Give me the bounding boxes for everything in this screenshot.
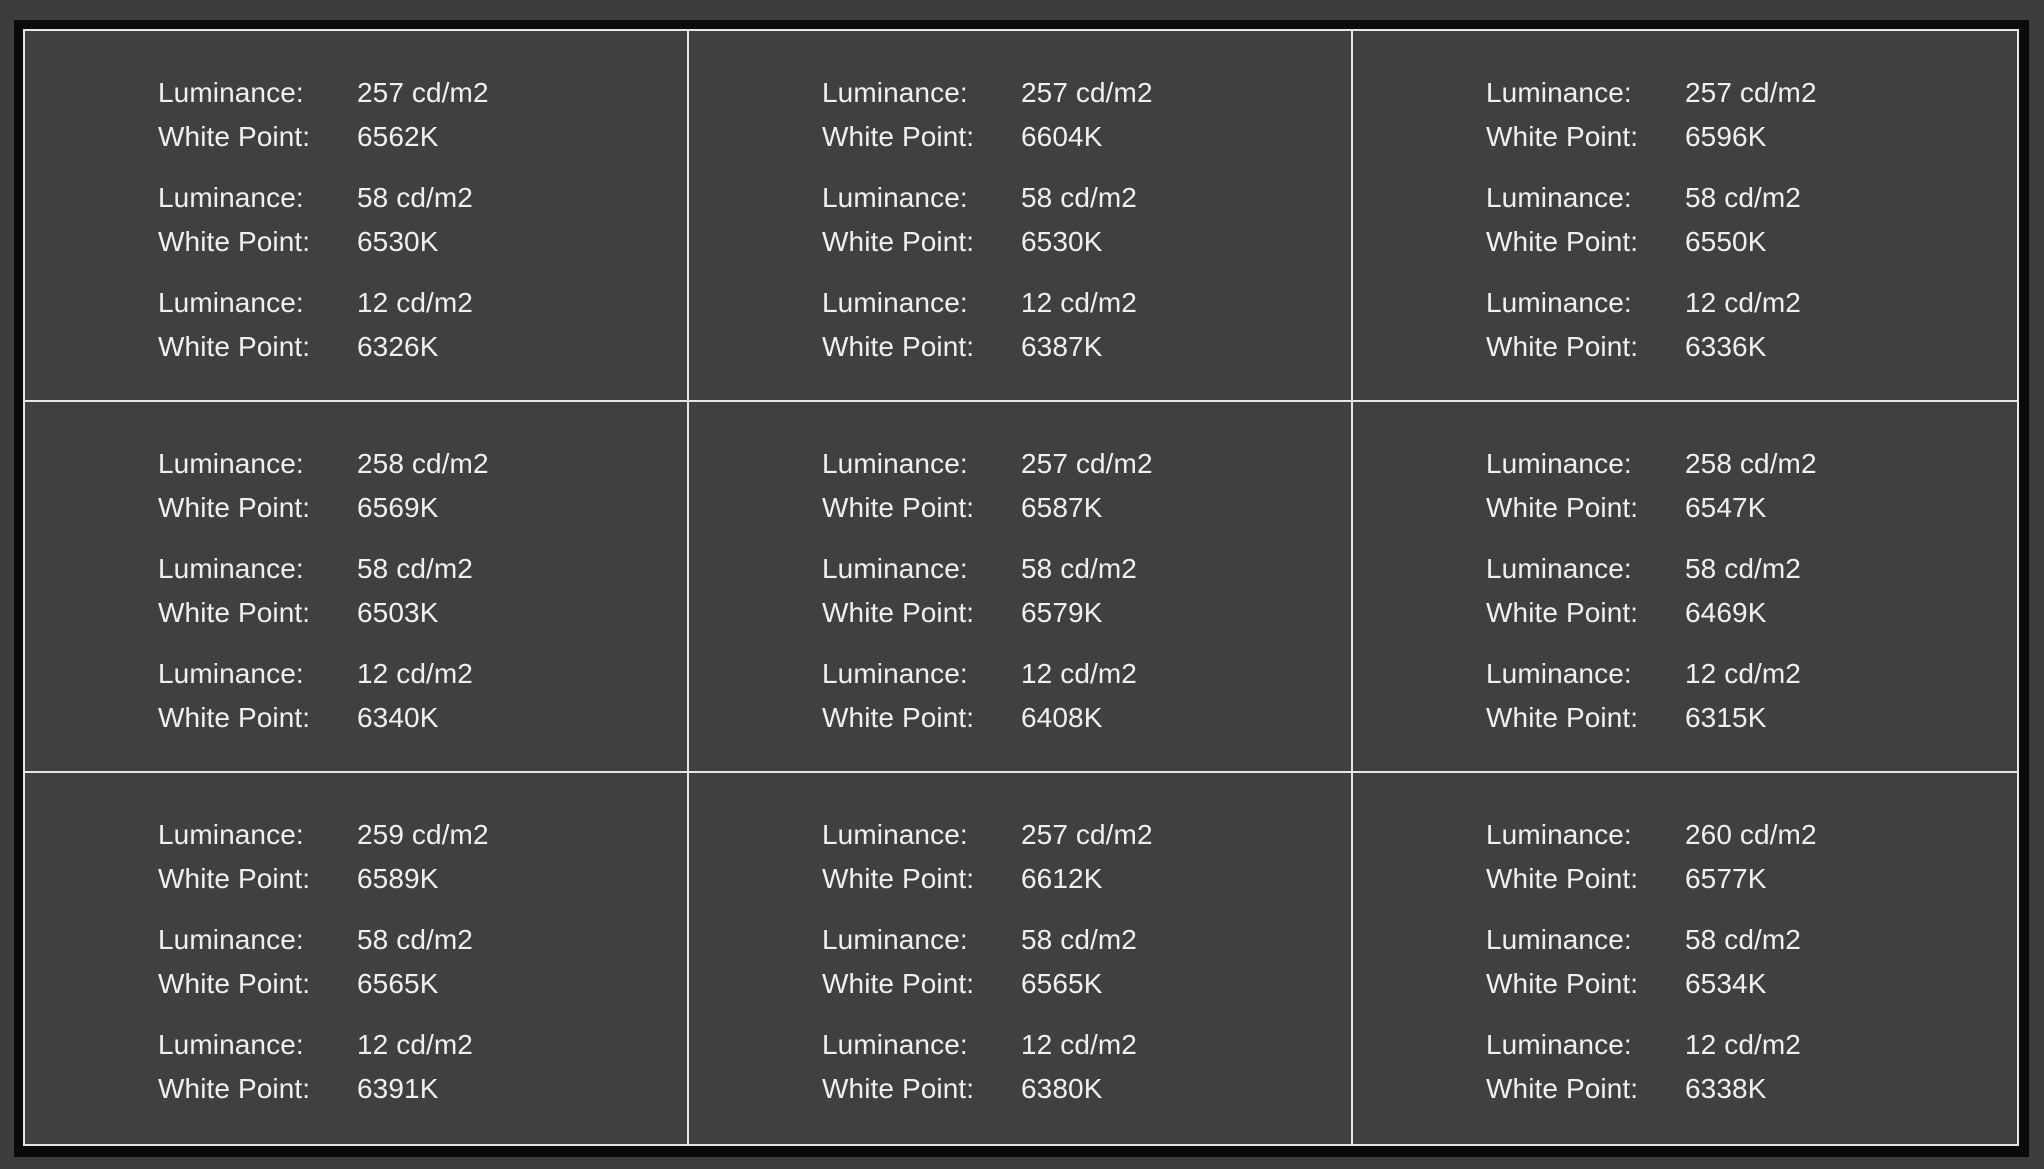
luminance-row — [158, 176, 489, 220]
white-point-label: White Point: — [158, 226, 311, 257]
white-point-value: 6315K — [1685, 702, 1767, 733]
measurement-group — [1486, 442, 1817, 757]
measurement-reading — [1486, 176, 1817, 264]
luminance-row — [1486, 652, 1817, 696]
measurement-reading — [158, 918, 489, 1006]
luminance-row — [158, 71, 489, 115]
luminance-row — [158, 442, 489, 486]
white-point-row — [822, 857, 1153, 901]
luminance-label: Luminance: — [822, 1029, 968, 1060]
measurement-reading — [822, 918, 1153, 1006]
luminance-label: Luminance: — [1486, 819, 1632, 850]
measurement-reading — [1486, 71, 1817, 159]
luminance-label: Luminance: — [1486, 924, 1632, 955]
white-point-value: 6408K — [1021, 702, 1103, 733]
measurement-reading — [822, 1023, 1153, 1111]
white-point-label: White Point: — [158, 121, 311, 152]
grid-cell — [689, 31, 1353, 402]
grid-cell — [689, 402, 1353, 773]
white-point-value: 6565K — [357, 968, 439, 999]
measurement-reading — [158, 442, 489, 530]
measurement-reading — [158, 281, 489, 369]
luminance-value: 58 cd/m2 — [1685, 553, 1801, 584]
white-point-row — [158, 486, 489, 530]
luminance-value: 58 cd/m2 — [1021, 553, 1137, 584]
luminance-value: 258 cd/m2 — [1685, 448, 1817, 479]
luminance-row — [822, 918, 1153, 962]
white-point-label: White Point: — [158, 597, 311, 628]
white-point-label: White Point: — [822, 863, 975, 894]
measurement-reading — [158, 176, 489, 264]
luminance-label: Luminance: — [158, 448, 304, 479]
white-point-label: White Point: — [1486, 492, 1639, 523]
white-point-value: 6547K — [1685, 492, 1767, 523]
measurement-group — [1486, 813, 1817, 1128]
grid-cell — [1353, 773, 2017, 1144]
measurement-reading — [158, 652, 489, 740]
white-point-label: White Point: — [158, 863, 311, 894]
measurement-reading — [822, 813, 1153, 901]
luminance-row — [822, 281, 1153, 325]
white-point-value: 6604K — [1021, 121, 1103, 152]
white-point-label: White Point: — [158, 1073, 311, 1104]
measurement-reading — [1486, 813, 1817, 901]
measurement-group — [822, 71, 1153, 386]
white-point-row — [822, 486, 1153, 530]
white-point-value: 6612K — [1021, 863, 1103, 894]
white-point-row — [822, 220, 1153, 264]
luminance-value: 12 cd/m2 — [1685, 1029, 1801, 1060]
white-point-row — [1486, 325, 1817, 369]
luminance-value: 257 cd/m2 — [357, 77, 489, 108]
luminance-row — [158, 547, 489, 591]
luminance-label: Luminance: — [1486, 658, 1632, 689]
luminance-label: Luminance: — [822, 658, 968, 689]
white-point-row — [1486, 857, 1817, 901]
white-point-label: White Point: — [822, 226, 975, 257]
white-point-value: 6326K — [357, 331, 439, 362]
grid-cell — [25, 773, 689, 1144]
luminance-row — [822, 652, 1153, 696]
measurement-reading — [1486, 652, 1817, 740]
luminance-row — [158, 918, 489, 962]
measurement-reading — [158, 547, 489, 635]
white-point-value: 6503K — [357, 597, 439, 628]
luminance-row — [1486, 71, 1817, 115]
uniformity-grid — [23, 29, 2019, 1146]
measurement-reading — [1486, 547, 1817, 635]
luminance-value: 257 cd/m2 — [1021, 77, 1153, 108]
white-point-value: 6534K — [1685, 968, 1767, 999]
white-point-label: White Point: — [158, 702, 311, 733]
white-point-row — [158, 696, 489, 740]
luminance-value: 12 cd/m2 — [1021, 287, 1137, 318]
luminance-row — [158, 1023, 489, 1067]
white-point-row — [158, 962, 489, 1006]
white-point-label: White Point: — [158, 968, 311, 999]
white-point-value: 6336K — [1685, 331, 1767, 362]
white-point-label: White Point: — [822, 968, 975, 999]
luminance-value: 257 cd/m2 — [1021, 819, 1153, 850]
white-point-value: 6530K — [357, 226, 439, 257]
white-point-label: White Point: — [158, 492, 311, 523]
grid-cell — [25, 31, 689, 402]
white-point-label: White Point: — [822, 492, 975, 523]
luminance-row — [1486, 813, 1817, 857]
white-point-row — [822, 696, 1153, 740]
luminance-label: Luminance: — [822, 819, 968, 850]
white-point-row — [158, 325, 489, 369]
white-point-row — [822, 325, 1153, 369]
white-point-row — [158, 591, 489, 635]
luminance-value: 12 cd/m2 — [357, 658, 473, 689]
white-point-label: White Point: — [1486, 121, 1639, 152]
white-point-label: White Point: — [822, 121, 975, 152]
white-point-label: White Point: — [1486, 968, 1639, 999]
white-point-value: 6589K — [357, 863, 439, 894]
measurement-group — [1486, 71, 1817, 386]
luminance-row — [822, 176, 1153, 220]
luminance-row — [822, 547, 1153, 591]
grid-cell — [25, 402, 689, 773]
luminance-label: Luminance: — [1486, 1029, 1632, 1060]
luminance-row — [1486, 918, 1817, 962]
luminance-row — [1486, 547, 1817, 591]
luminance-value: 257 cd/m2 — [1685, 77, 1817, 108]
luminance-label: Luminance: — [1486, 448, 1632, 479]
luminance-row — [1486, 442, 1817, 486]
luminance-row — [822, 1023, 1153, 1067]
white-point-value: 6565K — [1021, 968, 1103, 999]
measurement-reading — [822, 652, 1153, 740]
white-point-label: White Point: — [1486, 702, 1639, 733]
luminance-label: Luminance: — [158, 1029, 304, 1060]
white-point-value: 6562K — [357, 121, 439, 152]
luminance-label: Luminance: — [158, 924, 304, 955]
luminance-label: Luminance: — [822, 182, 968, 213]
white-point-value: 6391K — [357, 1073, 439, 1104]
white-point-row — [1486, 962, 1817, 1006]
luminance-value: 58 cd/m2 — [357, 924, 473, 955]
measurement-reading — [158, 1023, 489, 1111]
measurement-group — [822, 813, 1153, 1128]
luminance-row — [822, 71, 1153, 115]
measurement-reading — [822, 281, 1153, 369]
white-point-label: White Point: — [1486, 331, 1639, 362]
luminance-row — [1486, 281, 1817, 325]
white-point-value: 6577K — [1685, 863, 1767, 894]
white-point-value: 6340K — [357, 702, 439, 733]
luminance-label: Luminance: — [158, 553, 304, 584]
measurement-reading — [822, 547, 1153, 635]
luminance-value: 58 cd/m2 — [1021, 182, 1137, 213]
grid-cell — [689, 773, 1353, 1144]
luminance-value: 58 cd/m2 — [1685, 182, 1801, 213]
luminance-value: 58 cd/m2 — [357, 182, 473, 213]
white-point-label: White Point: — [822, 1073, 975, 1104]
white-point-value: 6579K — [1021, 597, 1103, 628]
luminance-value: 259 cd/m2 — [357, 819, 489, 850]
luminance-value: 12 cd/m2 — [1685, 658, 1801, 689]
white-point-row — [822, 115, 1153, 159]
luminance-row — [822, 442, 1153, 486]
white-point-label: White Point: — [1486, 863, 1639, 894]
white-point-value: 6596K — [1685, 121, 1767, 152]
luminance-label: Luminance: — [822, 77, 968, 108]
white-point-row — [158, 115, 489, 159]
luminance-label: Luminance: — [1486, 77, 1632, 108]
white-point-row — [1486, 115, 1817, 159]
measurement-reading — [1486, 918, 1817, 1006]
measurement-reading — [158, 71, 489, 159]
grid-cell — [1353, 31, 2017, 402]
white-point-label: White Point: — [1486, 1073, 1639, 1104]
luminance-value: 58 cd/m2 — [1021, 924, 1137, 955]
white-point-value: 6587K — [1021, 492, 1103, 523]
white-point-row — [822, 1067, 1153, 1111]
measurement-reading — [822, 442, 1153, 530]
white-point-row — [1486, 486, 1817, 530]
measurement-reading — [1486, 281, 1817, 369]
luminance-label: Luminance: — [822, 287, 968, 318]
measurement-reading — [158, 813, 489, 901]
luminance-label: Luminance: — [158, 819, 304, 850]
luminance-label: Luminance: — [822, 553, 968, 584]
white-point-label: White Point: — [158, 331, 311, 362]
luminance-label: Luminance: — [158, 182, 304, 213]
white-point-label: White Point: — [1486, 597, 1639, 628]
luminance-label: Luminance: — [158, 658, 304, 689]
white-point-row — [158, 1067, 489, 1111]
white-point-label: White Point: — [822, 331, 975, 362]
luminance-label: Luminance: — [822, 448, 968, 479]
white-point-value: 6387K — [1021, 331, 1103, 362]
measurement-reading — [822, 176, 1153, 264]
luminance-label: Luminance: — [822, 924, 968, 955]
luminance-value: 260 cd/m2 — [1685, 819, 1817, 850]
luminance-row — [158, 281, 489, 325]
white-point-row — [822, 962, 1153, 1006]
measurement-group — [158, 813, 489, 1128]
white-point-label: White Point: — [822, 597, 975, 628]
luminance-label: Luminance: — [1486, 553, 1632, 584]
measurement-reading — [1486, 1023, 1817, 1111]
white-point-row — [822, 591, 1153, 635]
white-point-row — [1486, 591, 1817, 635]
luminance-row — [158, 813, 489, 857]
luminance-value: 12 cd/m2 — [1021, 658, 1137, 689]
white-point-row — [1486, 696, 1817, 740]
luminance-value: 12 cd/m2 — [357, 287, 473, 318]
measurement-reading — [1486, 442, 1817, 530]
white-point-value: 6530K — [1021, 226, 1103, 257]
white-point-value: 6338K — [1685, 1073, 1767, 1104]
measurement-group — [822, 442, 1153, 757]
luminance-value: 257 cd/m2 — [1021, 448, 1153, 479]
luminance-label: Luminance: — [1486, 182, 1632, 213]
white-point-row — [158, 220, 489, 264]
luminance-value: 58 cd/m2 — [357, 553, 473, 584]
luminance-row — [1486, 1023, 1817, 1067]
white-point-row — [158, 857, 489, 901]
white-point-row — [1486, 1067, 1817, 1111]
luminance-value: 12 cd/m2 — [1021, 1029, 1137, 1060]
white-point-label: White Point: — [1486, 226, 1639, 257]
measurement-reading — [822, 71, 1153, 159]
white-point-label: White Point: — [822, 702, 975, 733]
luminance-value: 12 cd/m2 — [1685, 287, 1801, 318]
luminance-value: 12 cd/m2 — [357, 1029, 473, 1060]
luminance-label: Luminance: — [1486, 287, 1632, 318]
luminance-label: Luminance: — [158, 287, 304, 318]
measurement-group — [158, 71, 489, 386]
white-point-value: 6380K — [1021, 1073, 1103, 1104]
measurement-group — [158, 442, 489, 757]
luminance-value: 258 cd/m2 — [357, 448, 489, 479]
luminance-row — [158, 652, 489, 696]
luminance-label: Luminance: — [158, 77, 304, 108]
white-point-value: 6469K — [1685, 597, 1767, 628]
luminance-value: 58 cd/m2 — [1685, 924, 1801, 955]
luminance-row — [1486, 176, 1817, 220]
luminance-row — [822, 813, 1153, 857]
white-point-value: 6569K — [357, 492, 439, 523]
grid-cell — [1353, 402, 2017, 773]
white-point-row — [1486, 220, 1817, 264]
white-point-value: 6550K — [1685, 226, 1767, 257]
